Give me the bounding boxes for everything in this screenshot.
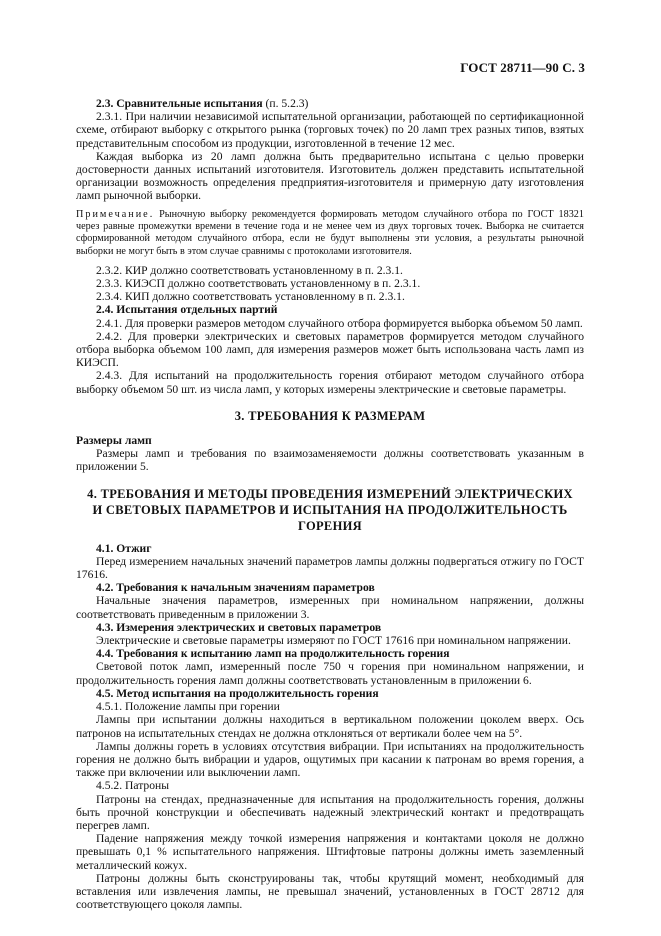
section-4-heading bbox=[76, 486, 584, 534]
page-header: ГОСТ 28711—90 С. 3 bbox=[460, 60, 585, 75]
paragraph-4-5-2-c: Патроны должны быть сконструированы так, чтобы крутящий момент, необходимый для вставления или извлечения лампы, не превышал значений, установленных в ГОСТ 28712 для соответствующего цоколя лампы. bbox=[76, 871, 584, 912]
section-4-2-heading: 4.2. Требования к начальным значениям параметров bbox=[96, 581, 375, 595]
paragraph-4-5-2-a: Патроны на стендах, предназначенные для испытания на продолжительность горения, должны быть прочной конструкции и обеспечивать надежный электрический контакт и предотвращать перегрев ламп. bbox=[76, 792, 584, 832]
section-3-heading: 3. ТРЕБОВАНИЯ К РАЗМЕРАМ bbox=[234, 408, 426, 423]
document-body bbox=[76, 97, 584, 911]
note-label: Примечание. bbox=[76, 208, 155, 220]
lamp-sizes-text: Размеры ламп и требования по взаимозаменяемости должны соответствовать указанным в приложении 5. bbox=[76, 447, 584, 474]
section-4-1-heading: 4.1. Отжиг bbox=[96, 541, 152, 555]
paragraph-4-4: Световой поток ламп, измеренный после 750 ч горения при номинальном напряжении, и продолжительность горения ламп должны соответствовать установленным в приложении 6. bbox=[76, 660, 584, 687]
section-2-3-heading bbox=[76, 97, 584, 110]
section-4-heading-line-2: И СВЕТОВЫХ ПАРАМЕТРОВ И ИСПЫТАНИЯ НА ПРОДОЛЖИТЕЛЬНОСТЬ ГОРЕНИЯ bbox=[92, 502, 568, 533]
paragraph-2-3-1: 2.3.1. При наличии независимой испытательной организации, работающей по сертификационной схеме, отбирают выборку с открытого рынка (торговых точек) по 20 ламп трех разных типов, взятых представительным способом из продукции, изготовленной в течение 12 мес. bbox=[76, 110, 584, 150]
note-text: Рыночную выборку рекомендуется формировать методом случайного отбора по ГОСТ 18321 через равные промежутки времени в течение года и не менее чем из двух торговых точек. Выборка не считается сформированной методом случайного отбора, если не будут выполнены эти условия, а результаты рыночной выборки не могут быть в этом случае сравнимы с протоколами изготовителя. bbox=[76, 208, 584, 257]
paragraph-2-4-2: 2.4.2. Для проверки электрических и световых параметров формируется методом случайного отбора выборка объемом 100 ламп, для измерения размеров может быть использована часть ламп из КИЭСП. bbox=[76, 329, 584, 370]
note-paragraph bbox=[76, 209, 584, 258]
lamp-sizes-title: Размеры ламп bbox=[76, 434, 152, 448]
section-2-3-ref: (п. 5.2.3) bbox=[262, 97, 309, 110]
paragraph-2-4-1: 2.4.1. Для проверки размеров методом случайного отбора формируется выборка объемом 50 ламп. bbox=[96, 316, 583, 330]
section-4-3-heading: 4.3. Измерения электрических и световых параметров bbox=[96, 620, 382, 634]
paragraph-4-3: Электрические и световые параметры измеряют по ГОСТ 17616 при номинальном напряжении. bbox=[96, 634, 571, 648]
paragraph-2-3-3: 2.3.3. КИЭСП должно соответствовать установленному в п. 2.3.1. bbox=[96, 277, 421, 291]
paragraph-4-5-1-b: Лампы должны гореть в условиях отсутствия вибрации. При испытаниях на продолжительность горения не должно быть вибрации и ударов, ощутимых при касании к патронам во время горения, а также при включении или выключении ламп. bbox=[76, 739, 584, 780]
section-2-4-heading: 2.4. Испытания отдельных партий bbox=[96, 303, 278, 317]
section-4-4-heading: 4.4. Требования к испытанию ламп на продолжительность горения bbox=[96, 647, 450, 661]
section-4-5-heading: 4.5. Метод испытания на продолжительность горения bbox=[96, 686, 379, 700]
paragraph-4-1: Перед измерением начальных значений параметров лампы должны подвергаться отжигу по ГОСТ 17616. bbox=[76, 554, 584, 582]
paragraph-4-2: Начальные значения параметров, измеренных при номинальном напряжении, должны соответствовать приведенным в приложении 3. bbox=[76, 594, 584, 621]
paragraph-2-3-2: 2.3.2. КИР должно соответствовать установленному в п. 2.3.1. bbox=[96, 263, 403, 277]
paragraph-4-5-2: 4.5.2. Патроны bbox=[96, 779, 169, 793]
paragraph-4-5-2-b: Падение напряжения между точкой измерения напряжения и контактами цоколя не должно превышать 0,1 % испытательного напряжения. Штифтовые патроны должны иметь заземленный металлический кожух. bbox=[76, 832, 584, 872]
paragraph-2-3-1-b: Каждая выборка из 20 ламп должна быть предварительно испытана с целью проверки достоверности данных испытаний изготовителя. Изготовитель должен представить испытательной организации возможность определения предприятия-изготовителя и примерную дату изготовления ламп рыночной выборки. bbox=[76, 149, 584, 203]
paragraph-4-5-1: 4.5.1. Положение лампы при горении bbox=[96, 700, 280, 714]
paragraph-2-4-3: 2.4.3. Для испытаний на продолжительность горения отбирают методом случайного отбора выборку объемом 50 шт. из числа ламп, у которых измерены электрические и световые параметры. bbox=[76, 369, 584, 396]
section-4-heading-line-1: 4. ТРЕБОВАНИЯ И МЕТОДЫ ПРОВЕДЕНИЯ ИЗМЕРЕНИЙ ЭЛЕКТРИЧЕСКИХ bbox=[87, 486, 573, 501]
paragraph-4-5-1-a: Лампы при испытании должны находиться в вертикальном положении цоколем вверх. Ось патронов на испытательных стендах не должна отклоняться от вертикали более чем на 5°. bbox=[76, 713, 584, 740]
paragraph-2-3-4: 2.3.4. КИП должно соответствовать установленному в п. 2.3.1. bbox=[96, 290, 405, 304]
section-2-3-title: 2.3. Сравнительные испытания bbox=[96, 97, 263, 110]
